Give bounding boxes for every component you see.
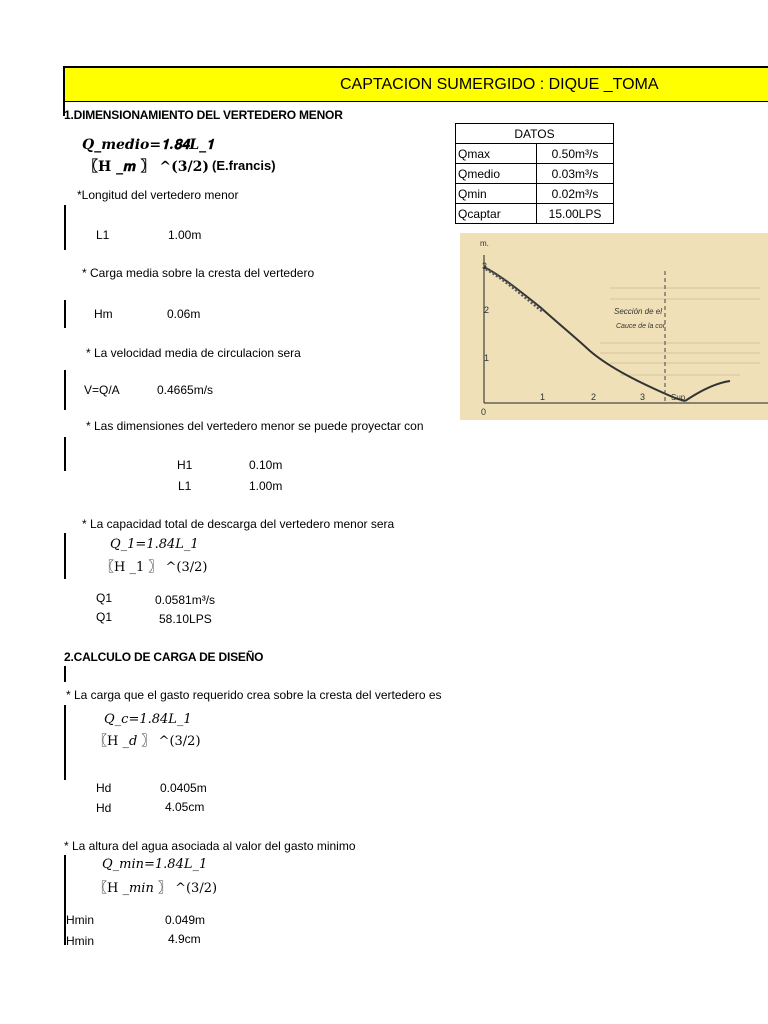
- equation-qc-line2: 〖H _𝑑 〗 ^(3/2): [94, 734, 201, 749]
- L1-value: 1.00m: [168, 228, 202, 242]
- Hmin2-value: 4.9cm: [168, 932, 201, 946]
- note-longitud: *Longitud del vertedero menor: [77, 188, 239, 202]
- equation-qmin-line2: 〖H _𝑚𝑖𝑛 〗 ^(3/2): [94, 881, 218, 896]
- equation-note: (E.francis): [212, 158, 276, 173]
- note-velocidad: * La velocidad media de circulacion sera: [86, 346, 301, 360]
- cross-section-image: [460, 233, 768, 420]
- note-dimensiones: * Las dimensiones del vertedero menor se puede proyectar con: [86, 419, 424, 433]
- divider-line: [64, 705, 66, 780]
- equation-q1-line2: 〖H _1 〗 ^(3/2): [101, 560, 208, 575]
- table-row: [456, 184, 614, 204]
- label-sup: Sup.: [671, 393, 688, 402]
- Q1a-label: Q1: [96, 591, 113, 605]
- Hd2-value: 4.05cm: [165, 800, 205, 814]
- Hmin2-label: Hmin: [66, 934, 95, 948]
- divider-line: [64, 855, 66, 905]
- note-carga-media: * Carga media sobre la cresta del vertedero: [82, 266, 315, 280]
- x-tick: 0: [481, 407, 487, 417]
- datos-value: 0.02m³/s: [537, 184, 614, 204]
- datos-header: DATOS: [456, 124, 614, 144]
- datos-label: Qmedio: [456, 164, 537, 184]
- datos-value: 0.03m³/s: [537, 164, 614, 184]
- table-row: [456, 204, 614, 224]
- scan-background: [460, 233, 768, 420]
- Q1b-label: Q1: [96, 610, 113, 624]
- L1-label: L1: [96, 228, 110, 242]
- x-tick: 1: [540, 392, 546, 402]
- equation-qmedio-line1: 𝑸_𝒎𝒆𝒅𝒊𝒐=𝟏.𝟖𝟒𝑳_𝟏: [82, 137, 214, 153]
- datos-label: Qmax: [456, 144, 537, 164]
- datos-label: Qcaptar: [456, 204, 537, 224]
- section1-heading: 1.DIMENSIONAMIENTO DEL VERTEDERO MENOR: [64, 108, 343, 122]
- divider-line: [64, 370, 66, 410]
- label-cauce: Cauce de la cor: [616, 323, 666, 330]
- divider-line: [64, 905, 66, 945]
- Q1a-value: 0.0581m³/s: [155, 593, 216, 607]
- L1b-label: L1: [178, 479, 192, 493]
- equation-qmin-line1: 𝑄_𝑚𝑖𝑛=1.84𝐿_1: [102, 857, 208, 872]
- datos-value: 0.50m³/s: [537, 144, 614, 164]
- Hm-value: 0.06m: [167, 307, 201, 321]
- divider-line: [64, 666, 66, 682]
- divider-line: [64, 205, 66, 250]
- Hd1-label: Hd: [96, 781, 112, 795]
- divider-line: [64, 533, 66, 579]
- table-row: [456, 144, 614, 164]
- note-carga-gasto: * La carga que el gasto requerido crea sobre la cresta del vertedero es: [66, 688, 442, 702]
- x-tick: 2: [591, 392, 597, 402]
- title-bar: [64, 66, 768, 102]
- table-row: [456, 164, 614, 184]
- Hd1-value: 0.0405m: [160, 781, 207, 795]
- Q1b-value: 58.10LPS: [159, 612, 212, 626]
- Hmin1-label: Hmin: [66, 913, 95, 927]
- x-tick: 3: [640, 392, 646, 402]
- Hm-label: Hm: [94, 307, 113, 321]
- V-value: 0.4665m/s: [157, 383, 214, 397]
- equation-q1-line1: 𝑄_1=1.84𝐿_1: [110, 537, 199, 552]
- note-altura: * La altura del agua asociada al valor del gasto minimo: [64, 839, 356, 853]
- datos-value: 15.00LPS: [537, 204, 614, 224]
- equation-qmedio-line2: 〖H _𝒎 〗 ^(𝟑/𝟐): [84, 159, 209, 175]
- Hd2-label: Hd: [96, 801, 112, 815]
- L1b-value: 1.00m: [249, 479, 283, 493]
- y-tick: 2: [484, 305, 490, 315]
- H1-label: H1: [177, 458, 193, 472]
- H1-value: 0.10m: [249, 458, 283, 472]
- y-tick: 1: [484, 353, 490, 363]
- note-capacidad: * La capacidad total de descarga del vertedero menor sera: [82, 517, 395, 531]
- page-title: CAPTACION SUMERGIDO : DIQUE _TOMA: [340, 76, 659, 93]
- y-unit-label: m.: [480, 239, 489, 248]
- y-tick: 3: [482, 261, 488, 271]
- section2-heading: 2.CALCULO DE CARGA DE DISEÑO: [64, 650, 264, 664]
- divider-line: [64, 437, 66, 471]
- label-seccion: Sección de el: [614, 307, 663, 316]
- V-label: V=Q/A: [84, 383, 120, 397]
- cross-section-drawing: [460, 233, 768, 420]
- equation-qc-line1: 𝑄_𝑐=1.84𝐿_1: [104, 712, 192, 727]
- Hmin1-value: 0.049m: [165, 913, 206, 927]
- divider-line: [64, 300, 66, 328]
- datos-table: [455, 123, 614, 224]
- datos-label: Qmin: [456, 184, 537, 204]
